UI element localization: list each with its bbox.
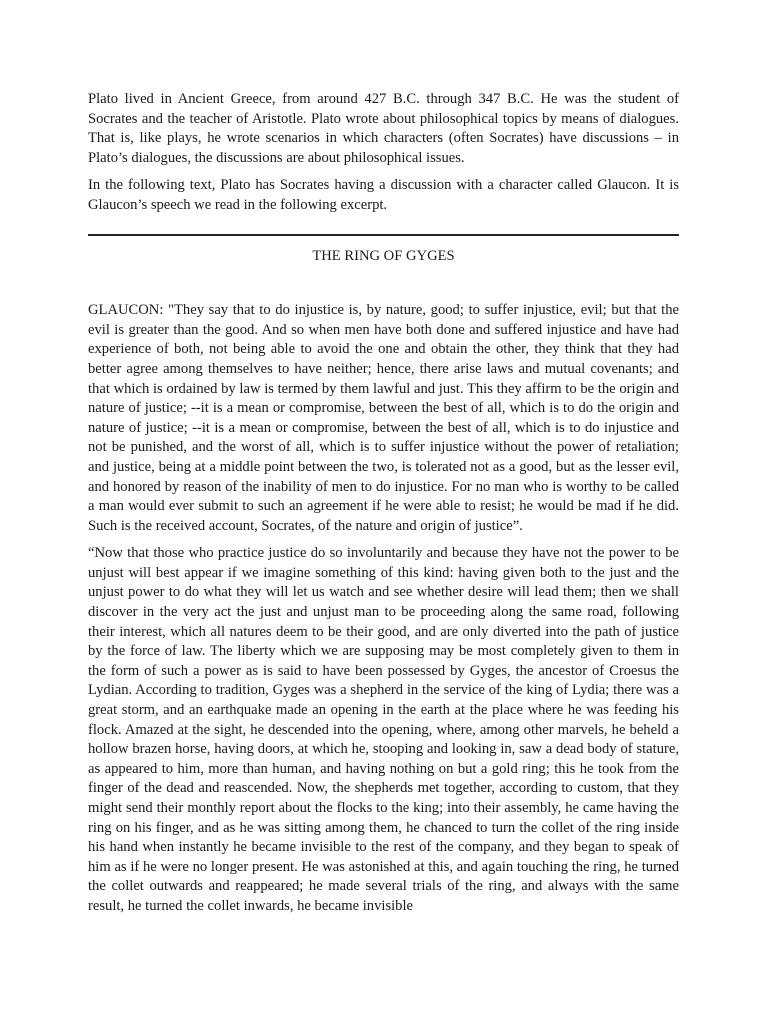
document-body: [88, 90, 679, 925]
excerpt: [88, 301, 679, 916]
section-divider: [88, 234, 679, 236]
excerpt-paragraph: GLAUCON: "They say that to do injustice is, by nature, good; to suffer injustice, evil; but that the evil is greater than the good. And so when men have both done and suffered injustice and have had experience of both, not being able to avoid the one and obtain the other, they think that they had better agree among themselves to have neither; hence, there arise laws and mutual covenants; and that which is ordained by law is termed by them lawful and just. This they affirm to be the origin and nature of justice; --it is a mean or compromise, between the best of all, which is to do the origin and nature of justice; --it is a mean or compromise, between the best of all, which is to do injustice and not be punished, and the worst of all, which is to suffer injustice without the power of retaliation; and justice, being at a middle point between the two, is tolerated not as a good, but as the lesser evil, and honored by reason of the inability of men to do injustice. For no man who is worthy to be called a man would ever submit to such an agreement if he were able to resist; he would be mad if he did. Such is the received account, Socrates, of the nature and origin of justice”.: [88, 302, 679, 534]
intro-paragraph: Plato lived in Ancient Greece, from around 427 B.C. through 347 B.C. He was the student of Socrates and the teacher of Aristotle. Plato wrote about philosophical topics by means of dialogues. That is, like plays, he wrote scenarios in which characters (often Socrates) have discussions – in Plato’s dialogues, the discussions are about philosophical issues.: [88, 91, 679, 166]
intro-paragraph: In the following text, Plato has Socrates having a discussion with a character called Glaucon. It is Glaucon’s speech we read in the following excerpt.: [88, 177, 679, 213]
section-title: THE RING OF GYGES: [312, 247, 455, 264]
excerpt-paragraph: “Now that those who practice justice do so involuntarily and because they have not the power to be unjust will best appear if we imagine something of this kind: having given both to the just and the unjust power to do what they will let us watch and see whether desire will lead them; then we shall discover in the very act the just and unjust man to be proceeding along the same road, following their interest, which all natures deem to be their good, and are only diverted into the path of justice by the force of law. The liberty which we are supposing may be most completely given to them in the form of such a power as is said to have been possessed by Gyges, the ancestor of Croesus the Lydian. According to tradition, Gyges was a shepherd in the service of the king of Lydia; there was a great storm, and an earthquake made an opening in the earth at the place where he was feeding his flock. Amazed at the sight, he descended into the opening, where, among other marvels, he beheld a hollow brazen horse, having doors, at which he, stooping and looking in, saw a dead body of stature, as appeared to him, more than human, and having nothing on but a gold ring; this he took from the finger of the dead and reascended. Now, the shepherds met together, according to custom, that they might send their monthly report about the flocks to the king; into their assembly, he came having the ring on his finger, and as he was sitting among them, he chanced to turn the collet of the ring inside his hand when instantly he became invisible to the rest of the company, and they began to speak of him as if he were no longer present. He was astonished at this, and again touching the ring, he turned the collet outwards and reappeared; he made several trials of the ring, and always with the same result, he turned the collet inwards, he became invisible: [88, 545, 679, 914]
